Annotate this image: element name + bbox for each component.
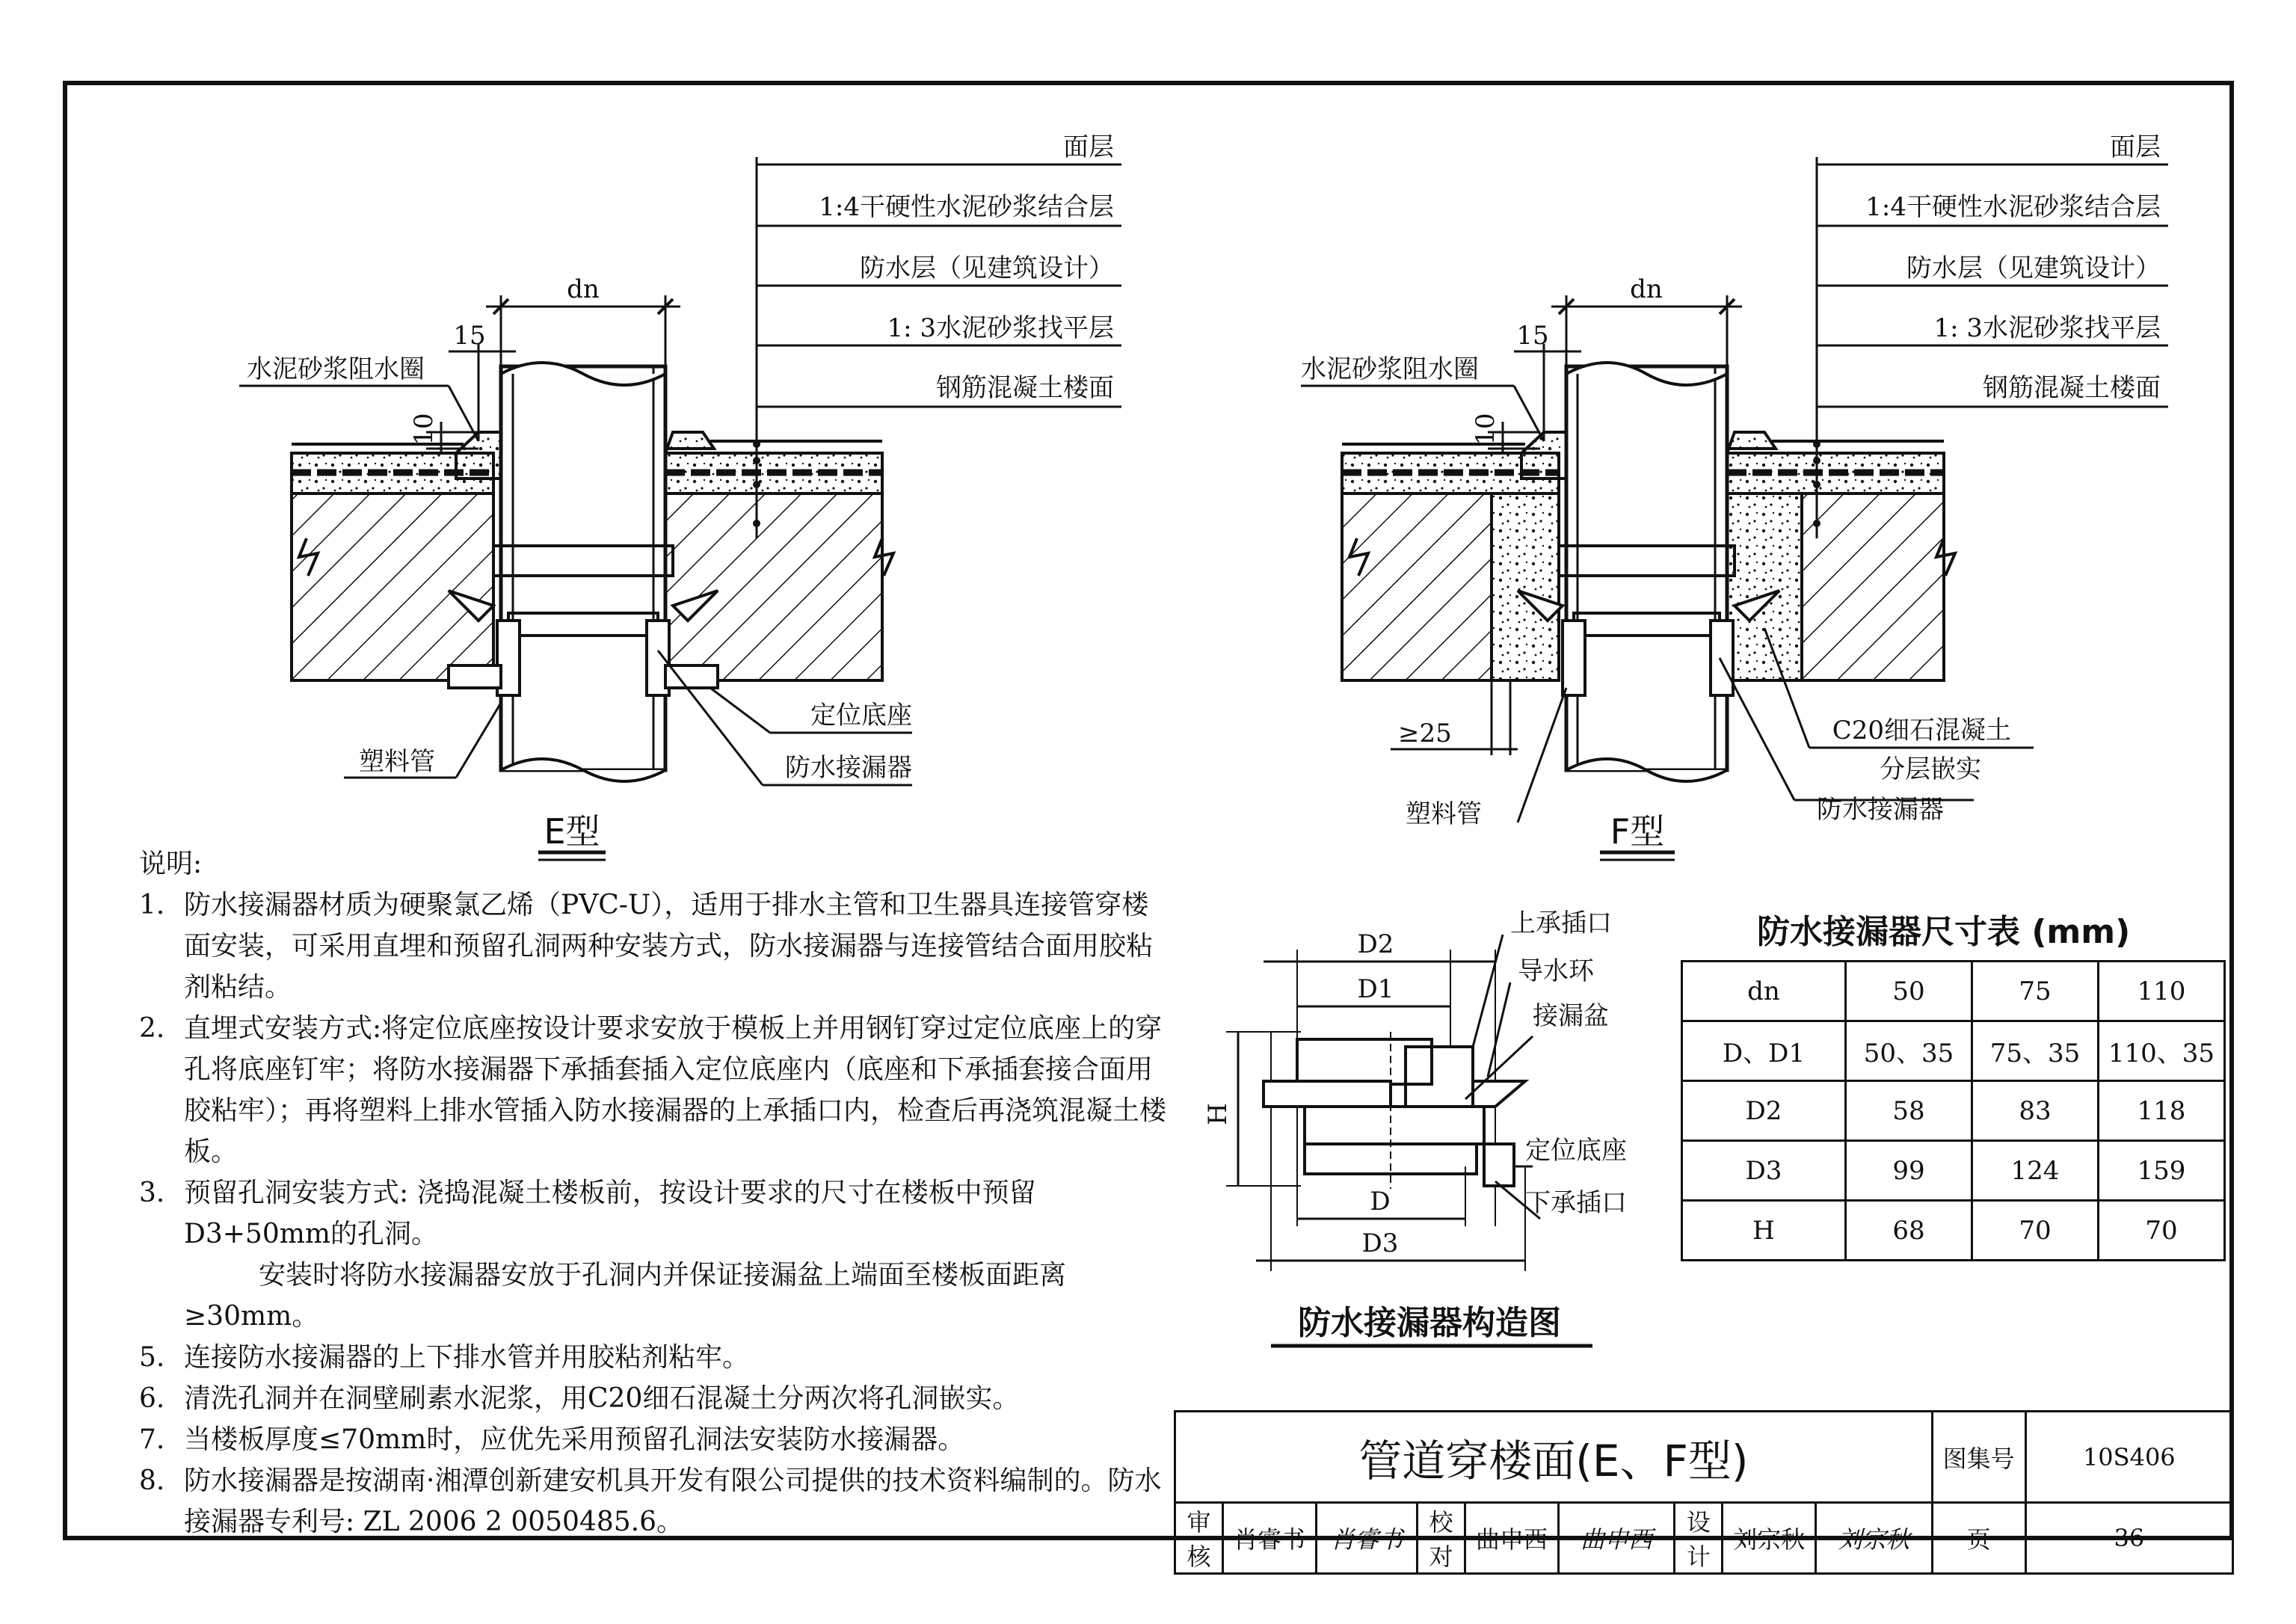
f-dim-10: 10: [1471, 413, 1501, 446]
note-item: 7. 当楼板厚度≤70mm时，应优先采用预留孔洞法安装防水接漏器。: [139, 1424, 965, 1455]
f-collector-label: 防水接漏器: [1817, 795, 1944, 825]
notes-heading: 说明:: [139, 849, 203, 879]
designer-signature: 刘宗秋: [1816, 1503, 1932, 1574]
table-row: D、D1 50、35 75、35 110、35: [1682, 1021, 2225, 1081]
note-item: 8. 防水接漏器是按湖南·湘潭创新建安机具开发有限公司提供的技术资料编制的。防水接漏器专利号: ZL 2006 2 0050485.6。: [139, 1465, 1162, 1537]
note-item: 5. 连接防水接漏器的上下排水管并用胶粘剂粘牢。: [139, 1342, 750, 1373]
detail-guide-ring-label: 导水环: [1518, 956, 1594, 986]
drawing-title: 管道穿楼面(E、F型): [1175, 1412, 1933, 1503]
detail-caption: 防水接漏器构造图: [1298, 1304, 1561, 1342]
check-label: 校对: [1418, 1503, 1465, 1574]
f-ring-label: 水泥砂浆阻水圈: [1301, 354, 1479, 384]
checker-signature: 曲申西: [1558, 1503, 1674, 1574]
detail-upper-socket-label: 上承插口: [1510, 908, 1612, 938]
f-pipe-label: 塑料管: [1406, 799, 1482, 829]
f-plastic-pipe: [1566, 366, 1727, 770]
e-ring-label: 水泥砂浆阻水圈: [247, 354, 425, 384]
detail-d3: D3: [1361, 1228, 1399, 1258]
atlas-label: 图集号: [1932, 1412, 2025, 1503]
e-slab-right: [665, 493, 882, 680]
dim-table: [1681, 960, 2226, 1261]
f-caption: F型: [1610, 811, 1665, 852]
detail-h: H: [1203, 1103, 1233, 1125]
note-item: 2. 直埋式安装方式:将定位底座按设计要求安放于模板上并用钢钉穿过定位底座上的穿孔将底座钉牢；将防水接漏器下承插套插入定位底座内（底座和下承插套接合面用胶粘牢）；再将塑料上排水管插入防水接漏器的上承插口内，检查后再浇筑混凝土楼板。: [139, 1013, 1167, 1167]
f-concrete-label-1: C20细石混凝土: [1832, 716, 2011, 745]
title-block: [1174, 1410, 2234, 1571]
designer-name: 刘宗秋: [1723, 1503, 1816, 1574]
f-dim-25: ≥25: [1398, 719, 1452, 748]
e-dim-dn: dn: [567, 274, 600, 304]
table-row: D3 99 124 159: [1682, 1141, 2225, 1201]
note-item: 1. 防水接漏器材质为硬聚氯乙烯（PVC-U），适用于排水主管和卫生器具连接管穿楼面安装，可采用直埋和预留孔洞两种安装方式，防水接漏器与连接管结合面用胶粘剂粘结。: [139, 890, 1154, 1003]
e-caption: E型: [544, 811, 600, 852]
e-layer-4: 1: 3水泥砂浆找平层: [887, 313, 1114, 343]
e-pipe-label: 塑料管: [359, 747, 435, 777]
table-row: dn 50 75 110: [1682, 962, 2225, 1021]
e-layer-5: 钢筋混凝土楼面: [936, 373, 1114, 403]
e-dim-15: 15: [453, 321, 486, 351]
reviewer-name: 肖睿书: [1222, 1503, 1316, 1574]
f-dim-15: 15: [1516, 321, 1549, 351]
f-slab-left: [1342, 493, 1492, 680]
e-layer-2: 1:4干硬性水泥砂浆结合层: [819, 192, 1114, 222]
f-dim-dn: dn: [1630, 274, 1663, 304]
detail-basin-label: 接漏盆: [1533, 1001, 1609, 1031]
f-layer-5: 钢筋混凝土楼面: [1983, 373, 2161, 403]
e-collector-label: 防水接漏器: [785, 753, 912, 783]
table-row: D2 58 83 118: [1682, 1081, 2225, 1141]
detail-d1: D1: [1357, 974, 1394, 1004]
page-no: 36: [2025, 1503, 2232, 1574]
dim-table-title: 防水接漏器尺寸表 (mm): [1757, 913, 2131, 951]
detail-d: D: [1370, 1187, 1391, 1217]
e-layer-1: 面层: [1063, 132, 1114, 162]
e-base-label: 定位底座: [810, 701, 912, 731]
review-label: 审核: [1175, 1503, 1223, 1574]
note-item: 3. 预留孔洞安装方式: 浇捣混凝土楼板前，按设计要求的尺寸在楼板中预留D3+50mm的孔洞。: [139, 1178, 1036, 1249]
detail-lower-socket-label: 下承插口: [1525, 1188, 1627, 1218]
page-label: 页: [1932, 1503, 2025, 1574]
f-slab-right: [1802, 493, 1944, 680]
note-item-cont: 安装时将防水接漏器安放于孔洞内并保证接漏盆上端面至楼板面距离≥30mm。: [184, 1260, 1067, 1332]
f-c20-concrete-left: [1492, 493, 1559, 680]
checker-name: 曲申西: [1465, 1503, 1559, 1574]
f-c20-concrete-right: [1727, 493, 1802, 680]
e-layer-3: 防水层（见建筑设计）: [860, 253, 1114, 283]
design-label: 设计: [1675, 1503, 1723, 1574]
detail-base-label: 定位底座: [1525, 1136, 1627, 1166]
f-layer-4: 1: 3水泥砂浆找平层: [1933, 313, 2161, 343]
f-concrete-label-2: 分层嵌实: [1880, 754, 1981, 784]
e-base-left: [449, 665, 501, 688]
notes: [139, 843, 1171, 1543]
table-row: H 68 70 70: [1682, 1201, 2225, 1261]
e-dim-10: 10: [409, 413, 439, 446]
f-layer-3: 防水层（见建筑设计）: [1906, 253, 2161, 283]
reviewer-signature: 肖睿书: [1316, 1503, 1417, 1574]
note-item: 6. 清洗孔洞并在洞壁刷素水泥浆，用C20细石混凝土分两次将孔洞嵌实。: [139, 1383, 1020, 1414]
e-slab-left: [292, 493, 493, 680]
atlas-no: 10S406: [2025, 1412, 2232, 1503]
detail-d2: D2: [1357, 929, 1394, 959]
f-layer-1: 面层: [2110, 132, 2161, 162]
detail-basin: [1264, 1081, 1391, 1107]
f-layer-2: 1:4干硬性水泥砂浆结合层: [1865, 192, 2161, 222]
detail-base: [1484, 1144, 1514, 1186]
e-plastic-pipe: [501, 366, 665, 770]
